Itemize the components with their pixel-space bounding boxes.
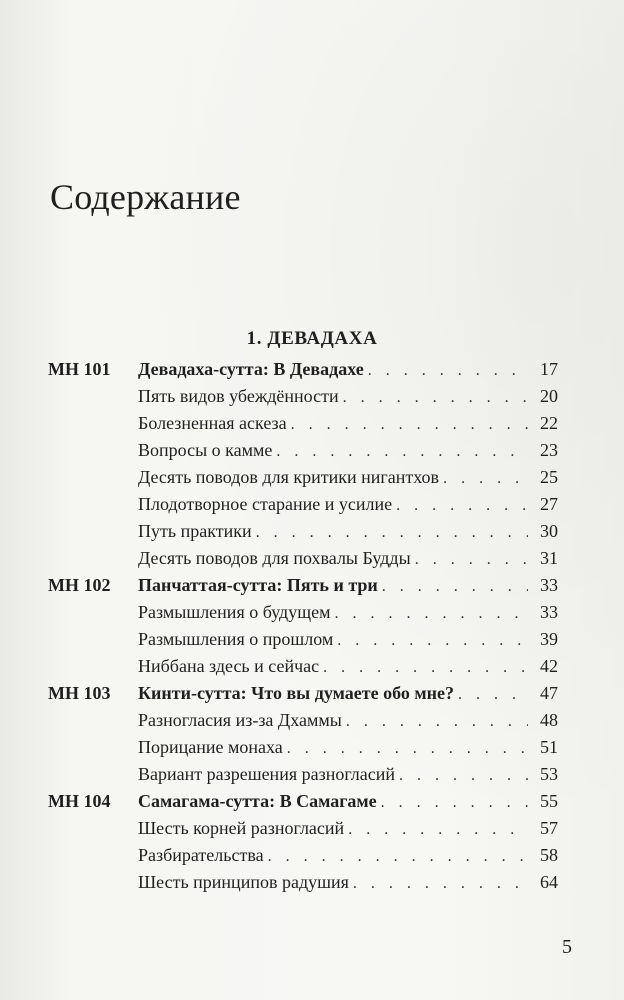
toc-sutta-entry — [48, 680, 558, 707]
sutta-code: MH 102 — [48, 575, 111, 595]
subsection-title: Шесть корней разногласий — [138, 818, 345, 838]
toc-page-number: 20 — [540, 386, 558, 406]
toc-page-number: 39 — [540, 629, 558, 649]
toc-page-number: 47 — [540, 683, 558, 703]
subsection-title: Десять поводов для критики нигантхов — [138, 467, 440, 487]
subsection-title: Пять видов убеждённости — [138, 386, 339, 406]
toc-subentry — [48, 491, 558, 518]
sutta-title: Самагама-сутта: В Самагаме — [138, 791, 377, 811]
toc-subentry — [48, 410, 558, 437]
subsection-title: Размышления о прошлом — [138, 629, 334, 649]
dot-leader — [415, 546, 528, 573]
dot-leader — [346, 708, 528, 735]
toc-page-number: 30 — [540, 521, 558, 541]
toc-subentry — [48, 383, 558, 410]
dot-leader — [343, 384, 528, 411]
dot-leader — [256, 519, 528, 546]
toc-subentry — [48, 518, 558, 545]
toc-sutta-entry — [48, 572, 558, 599]
toc-subentry — [48, 653, 558, 680]
subsection-title: Болезненная аскеза — [138, 413, 287, 433]
sutta-code: MH 103 — [48, 683, 111, 703]
dot-leader — [268, 843, 528, 870]
dot-leader — [323, 654, 528, 681]
subsection-title: Размышления о будущем — [138, 602, 331, 622]
toc-sutta-entry — [48, 356, 558, 383]
toc-page-number: 23 — [540, 440, 558, 460]
table-of-contents — [48, 356, 558, 896]
toc-subentry — [48, 842, 558, 869]
subsection-title: Порицание монаха — [138, 737, 283, 757]
dot-leader — [287, 735, 528, 762]
dot-leader — [334, 600, 528, 627]
dot-leader — [337, 627, 528, 654]
dot-leader — [353, 870, 528, 897]
toc-subentry — [48, 545, 558, 572]
subsection-title: Плодотворное старание и усилие — [138, 494, 393, 514]
dot-leader — [443, 465, 528, 492]
toc-page-number: 33 — [540, 575, 558, 595]
subsection-title: Разбирательства — [138, 845, 264, 865]
sutta-title: Панчаттая-сутта: Пять и три — [138, 575, 378, 595]
subsection-title: Вопросы о камме — [138, 440, 273, 460]
toc-page-number: 48 — [540, 710, 558, 730]
subsection-title: Шесть принципов радушия — [138, 872, 349, 892]
dot-leader — [276, 438, 528, 465]
toc-subentry — [48, 815, 558, 842]
dot-leader — [368, 357, 528, 384]
toc-page-number: 53 — [540, 764, 558, 784]
toc-page-number: 51 — [540, 737, 558, 757]
sutta-code: MH 101 — [48, 359, 111, 379]
dot-leader — [382, 573, 528, 600]
toc-page-number: 57 — [540, 818, 558, 838]
toc-subentry — [48, 761, 558, 788]
dot-leader — [458, 681, 528, 708]
section-heading: 1. ДЕВАДАХА — [246, 328, 378, 349]
toc-page-number: 31 — [540, 548, 558, 568]
toc-page-number: 55 — [540, 791, 558, 811]
toc-page-number: 64 — [540, 872, 558, 892]
toc-page-number: 58 — [540, 845, 558, 865]
dot-leader — [381, 789, 528, 816]
sutta-title: Девадаха-сутта: В Девадахе — [138, 359, 364, 379]
page-title: Содержание — [50, 177, 241, 217]
toc-page-number: 25 — [540, 467, 558, 487]
page-number: 5 — [562, 936, 572, 958]
toc-page-number: 42 — [540, 656, 558, 676]
toc-page-number: 33 — [540, 602, 558, 622]
toc-subentry — [48, 437, 558, 464]
toc-subentry — [48, 869, 558, 896]
subsection-title: Вариант разрешения разногласий — [138, 764, 396, 784]
dot-leader — [291, 411, 528, 438]
subsection-title: Ниббана здесь и сейчас — [138, 656, 320, 676]
sutta-title: Кинти-сутта: Что вы думаете обо мне? — [138, 683, 454, 703]
toc-subentry — [48, 707, 558, 734]
toc-subentry — [48, 464, 558, 491]
toc-subentry — [48, 734, 558, 761]
toc-sutta-entry — [48, 788, 558, 815]
subsection-title: Путь практики — [138, 521, 252, 541]
toc-page-number: 22 — [540, 413, 558, 433]
toc-subentry — [48, 599, 558, 626]
subsection-title: Разногласия из-за Дхаммы — [138, 710, 342, 730]
sutta-code: MH 104 — [48, 791, 111, 811]
toc-subentry — [48, 626, 558, 653]
dot-leader — [399, 762, 528, 789]
subsection-title: Десять поводов для похвалы Будды — [138, 548, 411, 568]
dot-leader — [348, 816, 528, 843]
dot-leader — [396, 492, 528, 519]
toc-page-number: 17 — [540, 359, 558, 379]
toc-page-number: 27 — [540, 494, 558, 514]
